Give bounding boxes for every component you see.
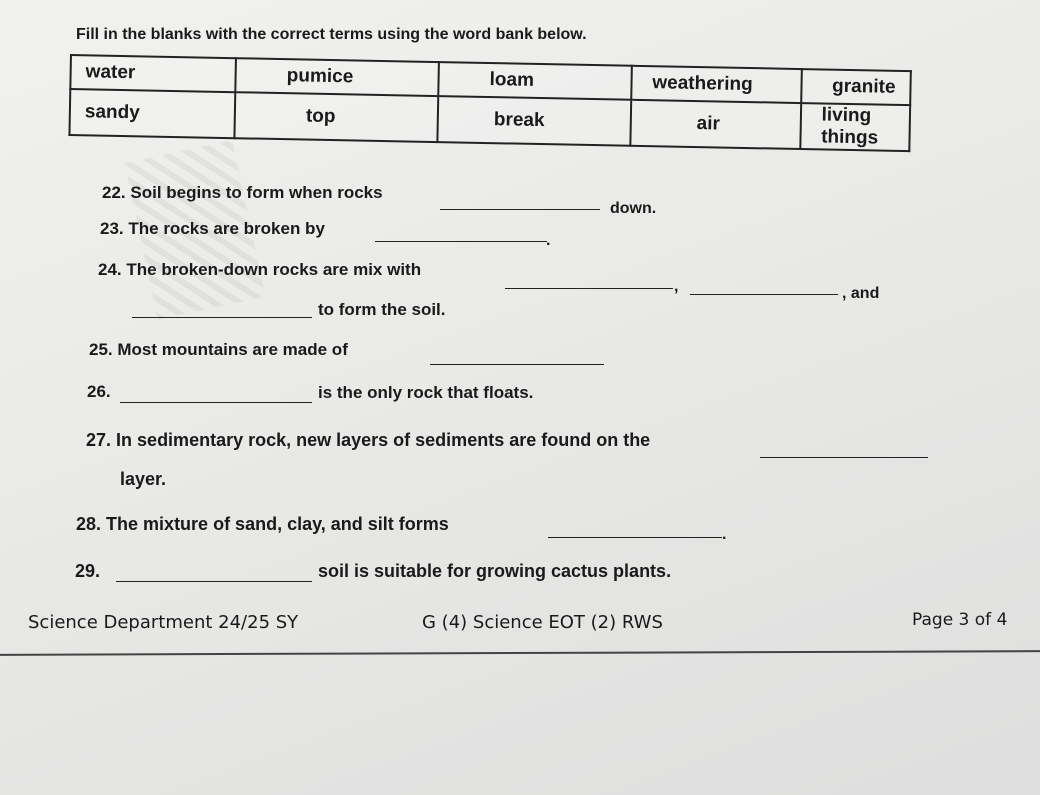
question-text: The rocks are broken by	[128, 219, 325, 238]
question-22	[102, 183, 383, 203]
question-23-end: .	[546, 232, 551, 249]
question-24-comma: ,	[674, 278, 679, 295]
word-bank-cell: granite	[801, 69, 911, 105]
footer-right: Page 3 of 4	[912, 610, 1008, 630]
question-text: The broken-down rocks are mix with	[126, 260, 422, 279]
question-text: The mixture of sand, clay, and silt forms	[106, 514, 449, 534]
word-bank-cell: top	[235, 92, 439, 142]
question-24	[98, 260, 421, 280]
word-bank-cell: break	[437, 96, 631, 146]
question-number: 23.	[100, 219, 124, 238]
answer-blank-28[interactable]	[548, 537, 722, 538]
question-29-number: 29.	[75, 561, 101, 581]
word-bank-cell: living things	[800, 103, 910, 151]
word-bank-cell: pumice	[235, 58, 439, 96]
question-number: 24.	[98, 260, 122, 279]
question-number: 27.	[86, 430, 112, 450]
question-22-end: down.	[610, 200, 657, 217]
question-23	[100, 219, 325, 239]
question-28	[76, 514, 449, 535]
answer-blank-24b[interactable]	[690, 294, 838, 295]
answer-blank-24a[interactable]	[505, 288, 673, 289]
answer-blank-23[interactable]	[375, 241, 547, 242]
question-27-end: layer.	[120, 469, 167, 489]
question-text: Soil begins to form when rocks	[130, 183, 383, 202]
footer-center: G (4) Science EOT (2) RWS	[422, 612, 663, 633]
word-bank-cell: water	[70, 55, 236, 92]
word-bank-cell: sandy	[69, 89, 235, 138]
word-bank-cell: weathering	[631, 66, 801, 103]
question-27	[86, 430, 650, 451]
question-24-end: to form the soil.	[318, 300, 446, 319]
question-number: 28.	[76, 514, 102, 534]
question-25	[89, 340, 348, 360]
answer-blank-22[interactable]	[440, 209, 600, 210]
answer-blank-24c[interactable]	[132, 317, 312, 318]
footer-divider	[0, 650, 1040, 656]
question-26-text: is the only rock that floats.	[318, 383, 534, 402]
footer-left: Science Department 24/25 SY	[28, 612, 299, 633]
answer-blank-27[interactable]	[760, 457, 928, 458]
instructions: Fill in the blanks with the correct terms using the word bank below.	[76, 26, 587, 43]
question-29-text: soil is suitable for growing cactus plants.	[318, 561, 672, 581]
answer-blank-26[interactable]	[120, 402, 312, 403]
question-text: In sedimentary rock, new layers of sediments are found on the	[116, 430, 651, 450]
answer-blank-25[interactable]	[430, 364, 604, 365]
question-number: 25.	[89, 340, 113, 359]
word-bank-cell: loam	[438, 62, 631, 100]
word-bank-cell: air	[630, 100, 801, 149]
question-text: Most mountains are made of	[117, 340, 348, 359]
question-number: 22.	[102, 183, 126, 202]
question-26-number: 26.	[87, 382, 111, 401]
question-24-and: , and	[842, 285, 880, 302]
question-28-end: .	[722, 526, 727, 543]
answer-blank-29[interactable]	[116, 581, 312, 582]
word-bank-table	[68, 54, 911, 152]
